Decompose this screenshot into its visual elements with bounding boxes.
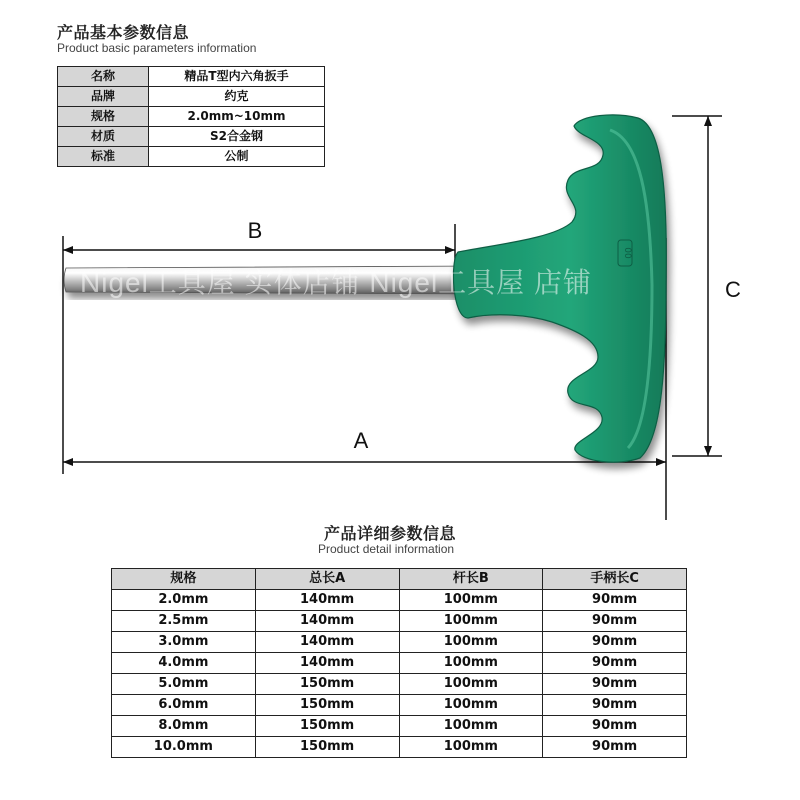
table-row xyxy=(112,695,687,716)
cell-handle-length: 90mm xyxy=(543,716,687,737)
detail-params-table xyxy=(111,568,687,758)
detail-section-title: 产品详细参数信息 xyxy=(324,524,457,543)
param-value: 2.0mm~10mm xyxy=(149,107,325,127)
basic-section-subtitle: Product basic parameters information xyxy=(57,41,257,55)
dimension-label-b: B xyxy=(247,218,263,243)
cell-total-length: 140mm xyxy=(255,653,399,674)
dimension-label-c: C xyxy=(725,277,741,302)
cell-shaft-length: 100mm xyxy=(399,611,543,632)
cell-spec: 8.0mm xyxy=(112,716,256,737)
table-header-row xyxy=(112,569,687,590)
param-value: 约克 xyxy=(149,87,325,107)
cell-total-length: 140mm xyxy=(255,590,399,611)
table-row xyxy=(112,716,687,737)
param-key: 材质 xyxy=(58,127,149,147)
cell-handle-length: 90mm xyxy=(543,737,687,758)
table-row xyxy=(112,653,687,674)
cell-shaft-length: 100mm xyxy=(399,653,543,674)
cell-spec: 2.0mm xyxy=(112,590,256,611)
cell-total-length: 140mm xyxy=(255,611,399,632)
table-row xyxy=(112,674,687,695)
cell-handle-length: 90mm xyxy=(543,611,687,632)
cell-handle-length: 90mm xyxy=(543,695,687,716)
cell-handle-length: 90mm xyxy=(543,653,687,674)
cell-shaft-length: 100mm xyxy=(399,674,543,695)
handle-size-mark: 00 xyxy=(622,247,632,259)
cell-spec: 4.0mm xyxy=(112,653,256,674)
cell-handle-length: 90mm xyxy=(543,674,687,695)
table-row xyxy=(112,590,687,611)
cell-handle-length: 90mm xyxy=(543,632,687,653)
param-value: 精品T型内六角扳手 xyxy=(149,67,325,87)
param-key: 标准 xyxy=(58,147,149,167)
basic-section-title: 产品基本参数信息 xyxy=(57,23,190,42)
cell-shaft-length: 100mm xyxy=(399,695,543,716)
column-header-spec: 规格 xyxy=(112,569,256,590)
cell-shaft-length: 100mm xyxy=(399,632,543,653)
param-key: 名称 xyxy=(58,67,149,87)
watermark-text: Nigel工具屋 实体店铺 Nigel工具屋 店铺 xyxy=(80,267,592,298)
cell-shaft-length: 100mm xyxy=(399,590,543,611)
cell-spec: 3.0mm xyxy=(112,632,256,653)
cell-total-length: 150mm xyxy=(255,716,399,737)
cell-shaft-length: 100mm xyxy=(399,737,543,758)
table-row xyxy=(112,632,687,653)
cell-handle-length: 90mm xyxy=(543,590,687,611)
detail-section-subtitle: Product detail information xyxy=(318,542,455,556)
cell-spec: 10.0mm xyxy=(112,737,256,758)
cell-spec: 6.0mm xyxy=(112,695,256,716)
cell-spec: 2.5mm xyxy=(112,611,256,632)
cell-shaft-length: 100mm xyxy=(399,716,543,737)
table-row xyxy=(112,737,687,758)
column-header-handle-length: 手柄长C xyxy=(543,569,687,590)
column-header-total-length: 总长A xyxy=(255,569,399,590)
cell-total-length: 150mm xyxy=(255,737,399,758)
param-key: 品牌 xyxy=(58,87,149,107)
cell-total-length: 140mm xyxy=(255,632,399,653)
dimension-label-a: A xyxy=(353,428,369,453)
cell-total-length: 150mm xyxy=(255,674,399,695)
cell-total-length: 150mm xyxy=(255,695,399,716)
param-value: 公制 xyxy=(149,147,325,167)
table-row xyxy=(112,611,687,632)
cell-spec: 5.0mm xyxy=(112,674,256,695)
param-value: S2合金钢 xyxy=(149,127,325,147)
param-key: 规格 xyxy=(58,107,149,127)
column-header-shaft-length: 杆长B xyxy=(399,569,543,590)
